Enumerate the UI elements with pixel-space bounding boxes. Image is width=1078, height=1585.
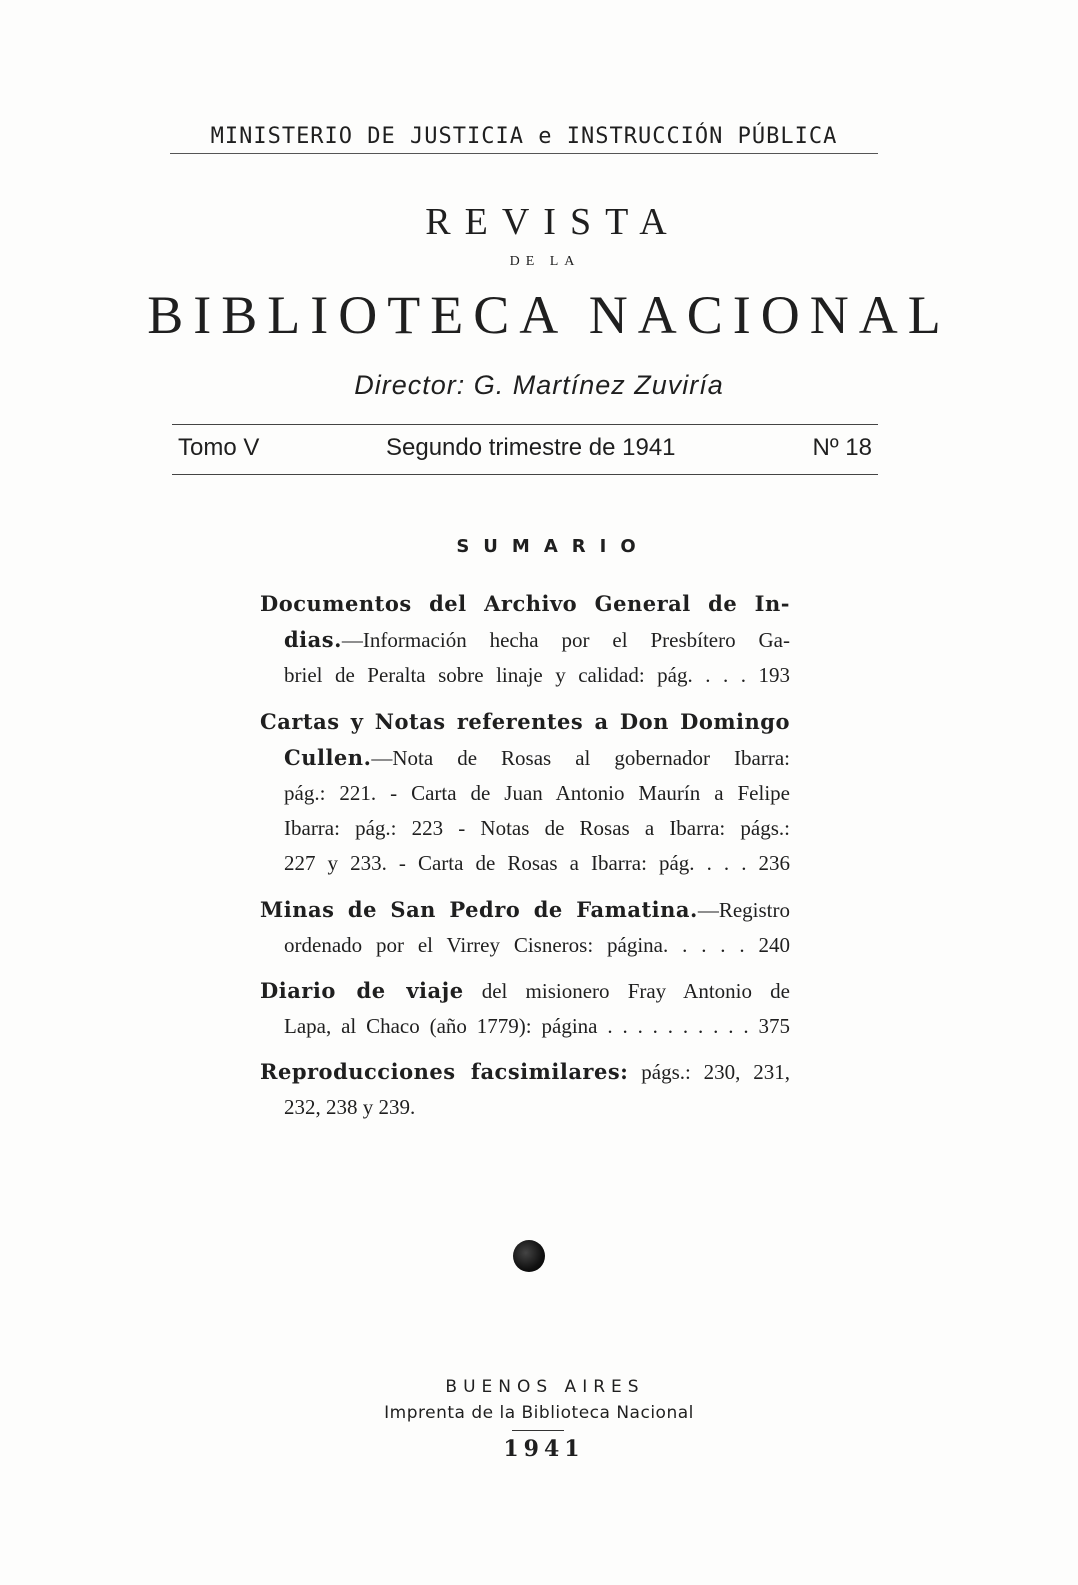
toc-entry-title: Documentos del Archivo General de In- [260, 591, 790, 616]
toc-entry-line: Ibarra: pág.: 223 - Notas de Rosas a Ibarra: págs.: [284, 816, 790, 840]
issue-number: Nº 18 [812, 434, 872, 461]
toc-entry [260, 892, 790, 963]
director-line: Director: G. Martínez Zuviría [354, 370, 724, 400]
toc-entry-text: —Registro [697, 898, 790, 922]
toc-entry-title: Reproducciones facsimilares: [260, 1059, 629, 1084]
toc-entry-line: briel de Peralta sobre linaje y calidad: pág. . . . 193 [284, 663, 790, 687]
toc-entry-title: Minas de San Pedro de Famatina. [260, 897, 698, 922]
imprint-year: 1941 [503, 1436, 585, 1462]
sumario-heading: SUMARIO [456, 536, 650, 557]
toc-entry-title: Cartas y Notas referentes a Don Domingo [260, 709, 790, 734]
ministry-header: MINISTERIO DE JUSTICIA e INSTRUCCIÓN PÚBLICA [170, 124, 878, 154]
toc-entry-text: —Información hecha por el Presbítero Ga- [341, 628, 790, 652]
issue-bottom-rule [172, 474, 878, 475]
toc-entry-line: 232, 238 y 239. [284, 1095, 416, 1119]
toc-entry-text: del misionero Fray Antonio de [463, 979, 790, 1003]
toc-entry [260, 704, 790, 881]
toc-entry [260, 586, 790, 693]
toc-entry [260, 973, 790, 1044]
toc-entry [260, 1054, 790, 1125]
year-rule [512, 1430, 564, 1431]
toc-entry-text: —Nota de Rosas al gobernador Ibarra: [371, 746, 790, 770]
toc-entry-line: ordenado por el Virrey Cisneros: página. . . . . 240 [284, 933, 790, 957]
toc-entry-line: Lapa, al Chaco (año 1779): página . . . . . . . . . . 375 [284, 1014, 790, 1038]
revista-label: REVISTA [425, 201, 681, 243]
tomo-label: Tomo V [178, 434, 260, 461]
issue-info [178, 434, 872, 468]
imprint-city: BUENOS AIRES [445, 1377, 645, 1397]
imprint-printer: Imprenta de la Biblioteca Nacional [384, 1403, 694, 1423]
page-title: BIBLIOTECA NACIONAL [147, 285, 951, 345]
de-la-label: DE LA [509, 254, 581, 269]
toc-entry-line: 227 y 233. - Carta de Rosas a Ibarra: pág. . . . 236 [284, 851, 790, 875]
toc-entry-title-cont: dias. [284, 627, 342, 652]
issue-top-rule [172, 424, 878, 425]
toc-entry-line: pág.: 221. - Carta de Juan Antonio Maurín a Felipe [284, 781, 790, 805]
toc-entry-title: Diario de viaje [260, 978, 464, 1003]
toc-entry-text: págs.: 230, 231, [628, 1060, 790, 1084]
toc-entry-title-cont: Cullen. [284, 745, 372, 770]
period-label: Segundo trimestre de 1941 [386, 434, 676, 461]
ornament-icon [513, 1240, 545, 1272]
